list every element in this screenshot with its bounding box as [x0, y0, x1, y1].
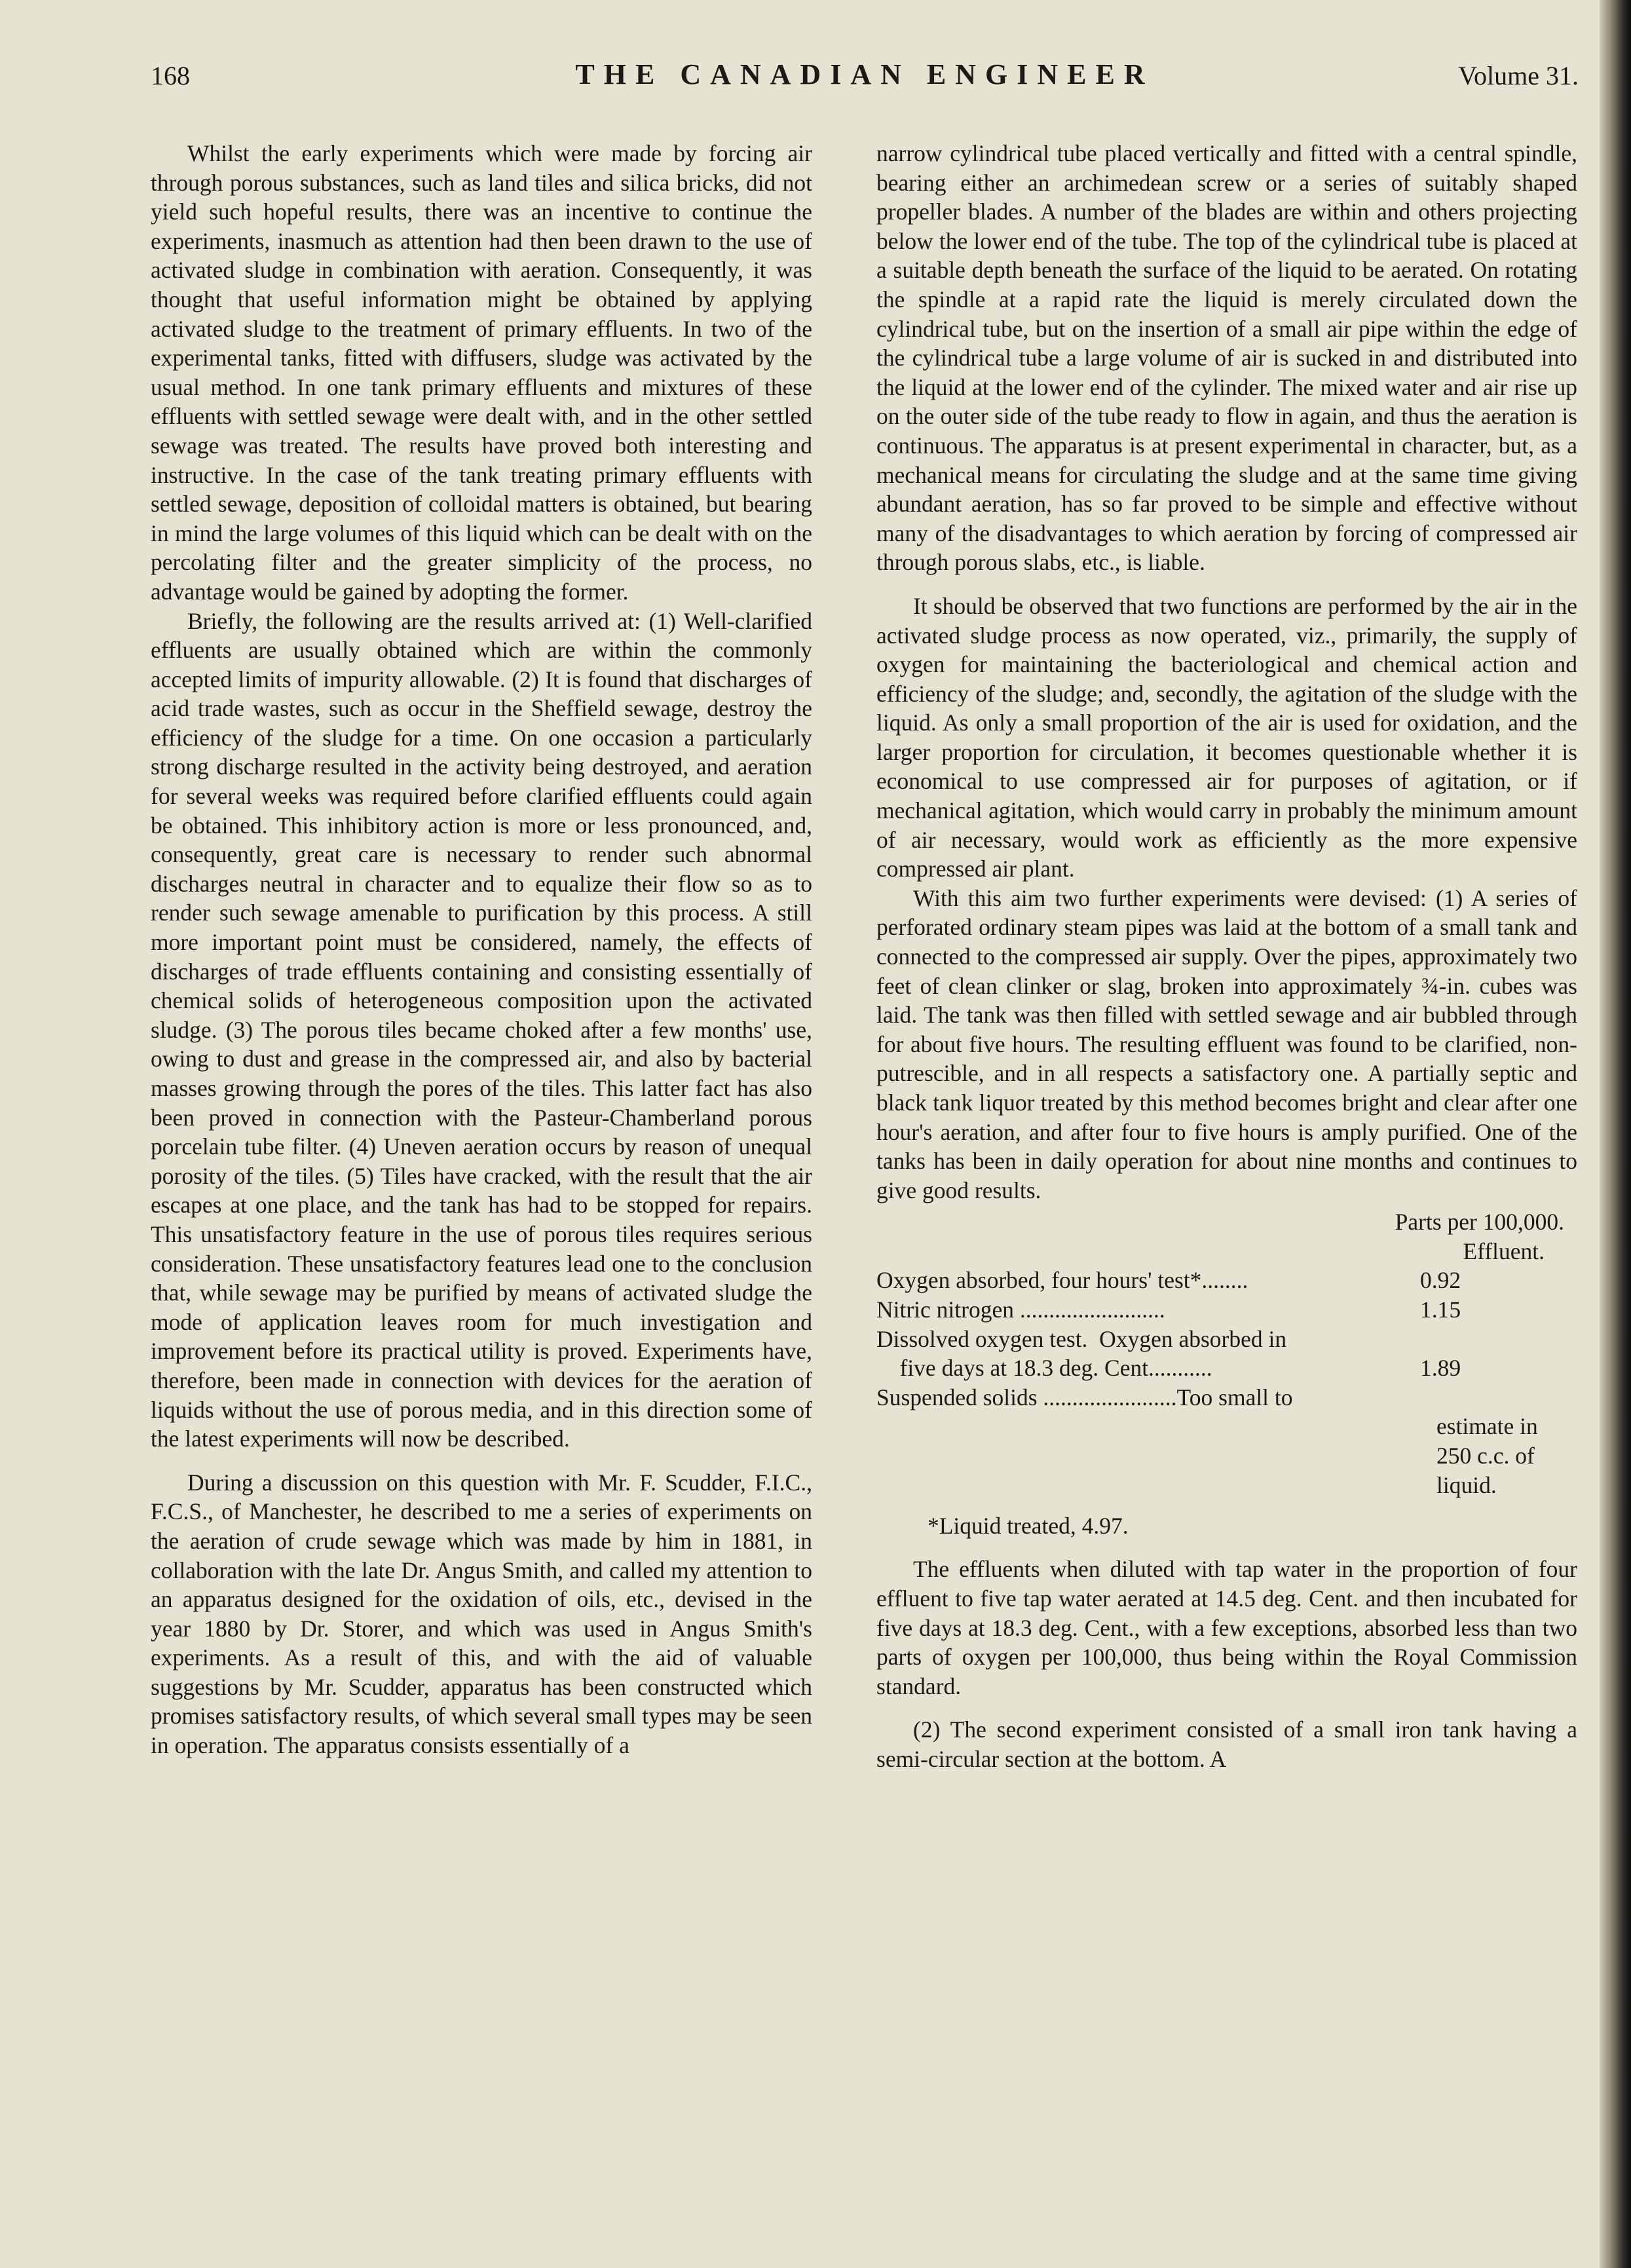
page-number: 168 — [151, 61, 190, 90]
table-cell-value-line: 250 c.c. of — [1436, 1442, 1535, 1469]
paragraph: It should be observed that two functions are performed by the air in the activated sludge process as now operated, viz., primarily, the supply of oxygen for maintaining the bacteriological and chemical action and efficiency of the sludge; and, secondly, the agitation of the sludge with the liquid. As only a small proportion of the air is used for oxidation, and the larger proportion for circulation, it becomes questionable whether it is economical to use compressed air for purposes of agitation, or if mechanical agitation, which would carry in probably the minimum amount of air necessary, would work as efficiently as the more expensive compressed air plant. — [876, 592, 1577, 882]
table-cell-value: 1.15 — [1420, 1296, 1461, 1323]
page-header — [151, 60, 1579, 100]
table-row — [876, 1383, 1577, 1500]
paragraph: Briefly, the following are the results arrived at: (1) Well-clarified effluents are usually obtained which are within the commonly accepted limits of impurity allowable. (2) It is found that discharges of acid trade wastes, such as occur in the Sheffield sewage, destroy the efficiency of the sludge for a time. On one occasion a particularly strong discharge resulted in the activity being destroyed, and aeration for several weeks was required before clarified effluents could again be obtained. This inhibitory action is more or less pronounced, and, consequently, great care is necessary to render such abnormal discharges neutral in character and to equalize their flow so as to render such sewage amenable to purification by this process. A still more important point must be considered, namely, the effects of discharges of trade effluents containing and consisting essentially of chemical solids of heterogeneous composition upon the activated sludge. (3) The porous tiles became choked after a few months' use, owing to dust and grease in the compressed air, and also by bacterial masses growing through the pores of the tiles. This latter fact has also been proved in connection with the Pasteur-Chamberland porous porcelain tube filter. (4) Uneven aeration occurs by reason of unequal porosity of the tiles. (5) Tiles have cracked, with the result that the air escapes at one place, and the tank has had to be stopped for repairs. This unsatisfactory feature in the use of porous tiles requires serious consideration. These unsatisfactory features lead one to the conclusion that, while sewage may be purified by means of activated sludge the mode of application leaves room for much investigation and improvement before its practical utility is proved. Experiments have, therefore, been made in connection with devices for the aeration of liquids without the use of porous media, and in this direction some of the latest experiments will now be described. — [151, 607, 812, 1452]
paragraph: narrow cylindrical tube placed vertically and fitted with a central spindle, bearing either an archimedean screw or a series of suitably shaped propeller blades. A number of the blades are within and others projecting below the lower end of the tube. The top of the cylindrical tube is placed at a suitable depth beneath the surface of the liquid to be aerated. On rotating the spindle at a rapid rate the liquid is merely circulated down the cylindrical tube, but on the insertion of a small air pipe within the edge of the cylindrical tube a large volume of air is sucked in and distributed into the liquid at the lower end of the cylinder. The mixed water and air rise up on the outer side of the tube ready to flow in again, and thus the aeration is continuous. The apparatus is at present experimental in character, but, as a mechanical means for circulating the sludge and at the same time giving abundant aeration, has so far proved to be simple and effective without many of the disadvantages to which aeration by forcing of compressed air through porous slabs, etc., is liable. — [876, 140, 1577, 576]
table-header-units: Parts per 100,000. — [1395, 1209, 1564, 1236]
table-row — [876, 1353, 1577, 1383]
table-header — [876, 1207, 1577, 1266]
table-cell-value: 1.89 — [1420, 1355, 1461, 1382]
results-table — [876, 1207, 1577, 1540]
table-cell-value-line: estimate in — [1436, 1413, 1538, 1440]
journal-title: THE CANADIAN ENGINEER — [575, 58, 1154, 90]
table-row — [876, 1325, 1577, 1354]
table-cell-value — [1436, 1383, 1574, 1500]
paragraph: Whilst the early experiments which were made by forcing air through porous substances, such as land tiles and silica bricks, did not yield such hopeful results, there was an incentive to continue the experiments, inasmuch as attention had then been drawn to the use of activated sludge in combination with aeration. Consequently, it was thought that useful information might be obtained by applying activated sludge to the treatment of primary effluents. In two of the experimental tanks, fitted with diffusers, sludge was activated by the usual method. In one tank primary effluents and mixtures of these effluents with settled sewage were dealt with, and in the other settled sewage was treated. The results have proved both interesting and instructive. In the case of the tank treating primary effluents with settled sewage, deposition of colloidal matters is obtained, but bearing in mind the large volumes of this liquid which can be dealt with on the percolating filter and the greater simplicity of the process, no advantage would be gained by adopting the former. — [151, 140, 812, 605]
table-footnote: *Liquid treated, 4.97. — [928, 1512, 1129, 1539]
table-cell-value: 0.92 — [1420, 1267, 1461, 1294]
book-spine-shadow — [1600, 0, 1631, 2268]
table-cell-label: Nitric nitrogen ......................... — [876, 1296, 1165, 1323]
table-row — [876, 1295, 1577, 1325]
paragraph: The effluents when diluted with tap water in the proportion of four effluent to five tap water aerated at 14.5 deg. Cent. and then incubated for five days at 18.3 deg. Cent., with a few exceptions, absorbed less than two parts of oxygen per 100,000, thus being within the Royal Commission standard. — [876, 1556, 1577, 1699]
paragraph: (2) The second experiment consisted of a small iron tank having a semi-circular section at the bottom. A — [876, 1716, 1577, 1772]
volume-label: Volume 31. — [1458, 61, 1579, 90]
paragraph: With this aim two further experiments were devised: (1) A series of perforated ordinary steam pipes was laid at the bottom of a small tank and connected to the compressed air supply. Over the pipes, approximately two feet of clean clinker or slag, broken into approximately ¾-in. cubes was laid. The tank was then filled with settled sewage and air bubbled through for about five hours. The resulting effluent was found to be clarified, non-putrescible, and in all respects a satisfactory one. A partially septic and black tank liquor treated by this method becomes bright and clear after one hour's aeration, and after four to five hours is amply purified. One of the tanks has been in daily operation for about nine months and continues to give good results. — [876, 884, 1577, 1203]
table-cell-label: Oxygen absorbed, four hours' test*........ — [876, 1267, 1248, 1294]
table-cell-label: five days at 18.3 deg. Cent........... — [876, 1355, 1212, 1382]
table-row — [876, 1266, 1577, 1295]
table-cell-label: Suspended solids .......................Too small to — [876, 1384, 1293, 1410]
table-cell-label: Dissolved oxygen test. Oxygen absorbed in — [876, 1325, 1287, 1352]
left-column — [151, 139, 812, 1760]
paragraph: During a discussion on this question with Mr. F. Scudder, F.I.C., F.C.S., of Manchester, he described to me a series of experiments on the aeration of crude sewage which was made by him in 1881, in collaboration with the late Dr. Angus Smith, and called my attention to an apparatus designed for the oxidation of oils, etc., devised in the year 1880 by Dr. Storer, and which was used in Angus Smith's experiments. As a result of this, and with the aid of valuable suggestions by Mr. Scudder, apparatus has been constructed which promises satisfactory results, of which several small types may be seen in operation. The apparatus consists essentially of a — [151, 1469, 812, 1759]
table-header-column: Effluent. — [1463, 1238, 1545, 1264]
table-cell-value-line: liquid. — [1436, 1471, 1497, 1498]
right-column — [876, 139, 1577, 1774]
